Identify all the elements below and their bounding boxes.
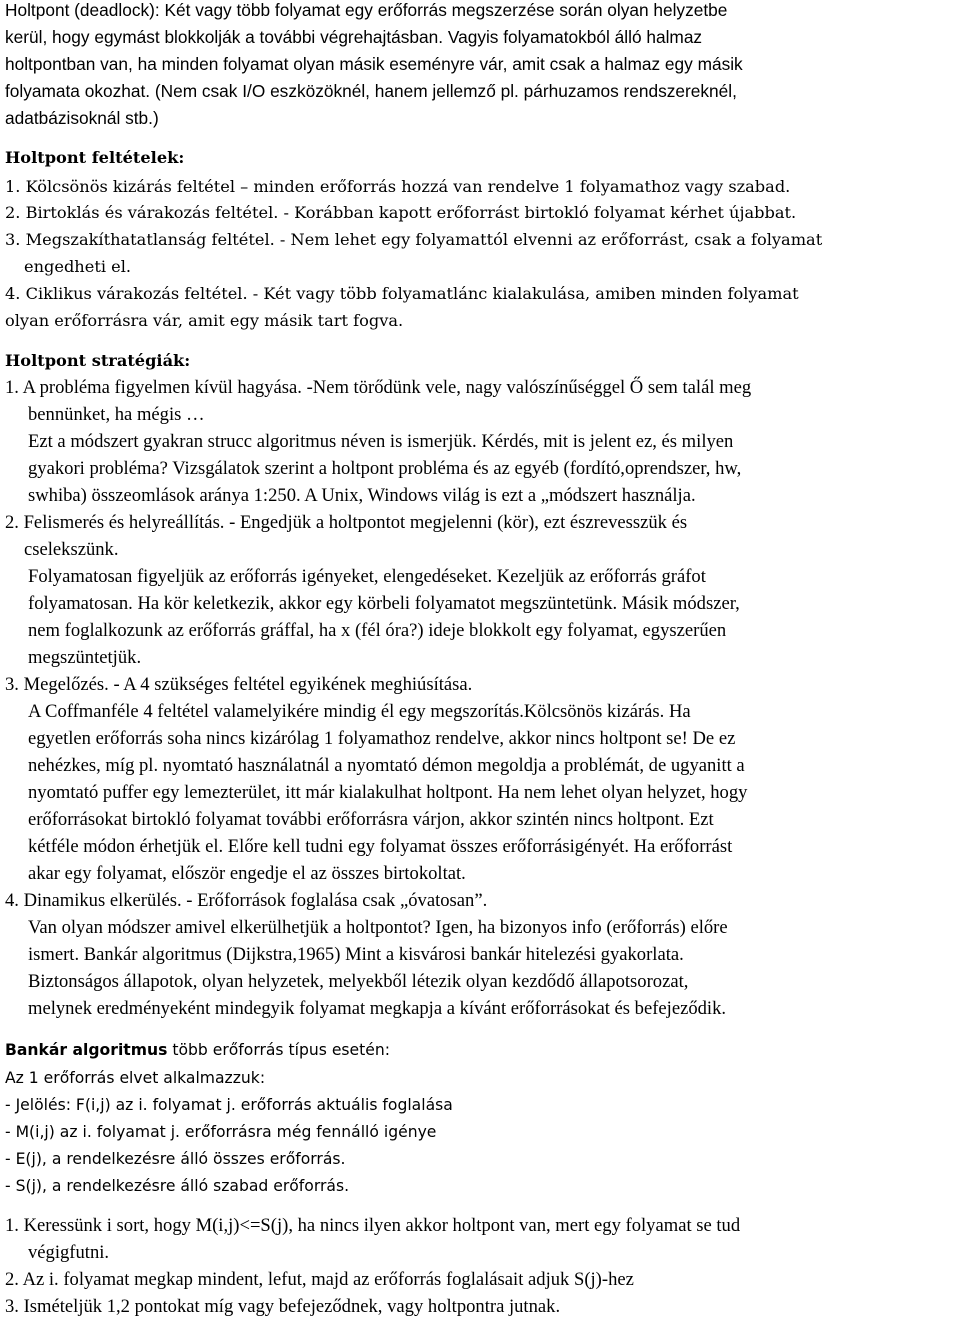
strategy-text: - Erőforrások foglalása csak „óvatosan”. <box>181 890 488 911</box>
condition-item <box>5 203 796 223</box>
banker-step: 3. Ismételjük 1,2 pontokat míg vagy befejeződnek, vagy holtpontra jutnak. <box>5 1296 561 1317</box>
strategy-line: ismert. Bankár algoritmus (Dijkstra,1965) Mint a kisvárosi bankár hitelezési gyakorlata. <box>28 944 684 965</box>
banker-step: 2. Az i. folyamat megkap mindent, lefut, majd az erőforrás foglalásait adjuk S(j)-hez <box>5 1269 634 1290</box>
strategy-line: egyetlen erőforrás soha nincs kizárólag 1 folyamathoz rendelve, akkor nincs holtpont se! De ez <box>28 728 736 749</box>
condition-text: 1. Kölcsönös kizárás feltétel – minden erőforrás hozzá van rendelve 1 folyamathoz vagy szabad. <box>5 177 791 196</box>
banker-step: 1. Keressünk i sort, hogy M(i,j)<=S(j), ha nincs ilyen akkor holtpont van, mert egy folyamat se tud <box>5 1215 741 1236</box>
strategy-line: nyomtató puffer egy lemezterület, itt már kialakulhat holtpont. Ha nem lehet olyan helyzet, hogy <box>28 782 748 803</box>
strategy-line: Van olyan módszer amivel elkerülhetjük a holtpontot? Igen, ha bizonyos info (erőforrás) előre <box>28 917 728 938</box>
strategy-line: kétféle módon érhetjük el. Előre kell tudni egy folyamat összes erőforrásigényét. Ha erőforrást <box>28 836 733 857</box>
strategy-line <box>5 675 472 695</box>
strategy-line: megszüntetjük. <box>28 647 142 668</box>
strategy-line: bennünket, ha mégis … <box>28 404 205 425</box>
strategy-line: erőforrásokat birtokló folyamat további erőforrásra várjon, akkor szintén nincs holtpont. Ezt <box>28 809 714 830</box>
strategy-text: - Engedjük a holtpontot megjelenni (kör), ezt észrevesszük és <box>224 512 688 533</box>
banker-heading <box>5 1040 390 1060</box>
banker-line: Az 1 erőforrás elvet alkalmazzuk: <box>5 1069 266 1087</box>
strategy-line: melynek eredményeként mindegyik folyamat megkapja a kívánt erőforrásokat és befejeződik. <box>28 998 727 1019</box>
strategy-line <box>5 378 751 398</box>
condition-item <box>24 257 131 277</box>
strategy-text: - A 4 szükséges feltétel egyikének meghiúsítása. <box>108 674 473 695</box>
condition-item <box>5 177 790 197</box>
strategy-line: nem foglalkozunk az erőforrás gráffal, ha x (fél óra?) ideje blokkolt egy folyamat, egyszerűen <box>28 620 727 641</box>
intro-line: kerül, hogy egymást blokkolják a további végrehajtásban. Vagyis folyamatokból álló halmaz <box>5 27 703 47</box>
condition-title: 4. Ciklikus várakozás feltétel. <box>5 284 248 303</box>
strategy-line: Biztonságos állapotok, olyan helyzetek, melyekből létezik olyan kezdődő állapotsorozat, <box>28 971 689 992</box>
strategy-title: 2. Felismerés és helyreállítás. <box>5 512 225 533</box>
strategies-heading: Holtpont stratégiák: <box>5 351 191 370</box>
banker-line: - S(j), a rendelkezésre álló szabad erőforrás. <box>5 1177 350 1195</box>
strategy-line: akar egy folyamat, először engedje el az összes birtokoltat. <box>28 863 466 884</box>
condition-text: olyan erőforrásra vár, amit egy másik tart fogva. <box>5 311 404 330</box>
condition-item <box>5 284 799 304</box>
condition-text: engedheti el. <box>24 257 132 276</box>
banker-step: végigfutni. <box>28 1242 110 1263</box>
condition-title: 3. Megszakíthatatlanság feltétel. <box>5 230 275 249</box>
condition-text: - Nem lehet egy folyamattól elvenni az erőforrást, csak a folyamat <box>274 230 823 249</box>
strategy-line: Ezt a módszert gyakran strucc algoritmus néven is ismerjük. Kérdés, mit is jelent ez, és milyen <box>28 431 734 452</box>
condition-item <box>5 230 822 250</box>
strategy-title: 3. Megelőzés. <box>5 674 109 695</box>
strategy-line <box>5 513 687 533</box>
strategy-line: swhiba) összeomlások aránya 1:250. A Unix, Windows világ is ezt a „módszert használja. <box>28 485 696 506</box>
banker-line: - Jelölés: F(i,j) az i. folyamat j. erőforrás aktuális foglalása <box>5 1096 453 1114</box>
condition-text: - Két vagy több folyamatlánc kialakulása, amiben minden folyamat <box>247 284 799 303</box>
strategy-title: 1. A probléma figyelmen kívül hagyása. <box>5 377 302 398</box>
strategy-line: gyakori probléma? Vizsgálatok szerint a holtpont probléma és az egyéb (fordító,oprendszer, hw, <box>28 458 742 479</box>
strategy-line: A Coffmanféle 4 feltétel valamelyikére mindig él egy megszorítás.Kölcsönös kizárás. Ha <box>28 701 691 722</box>
banker-line: - E(j), a rendelkezésre álló összes erőforrás. <box>5 1150 346 1168</box>
banker-heading-rest: több erőforrás típus esetén: <box>167 1041 390 1059</box>
intro-line: holtpontban van, ha minden folyamat olyan másik eseményre vár, amit csak a halmaz egy másik <box>5 54 743 74</box>
intro-line: folyamata okozhat. (Nem csak I/O eszközöknél, hanem jellemző pl. párhuzamos rendszereknél, <box>5 81 737 101</box>
strategy-line: folyamatosan. Ha kör keletkezik, akkor egy körbeli folyamatot megszüntetünk. Másik módszer, <box>28 593 740 614</box>
banker-heading-bold: Bankár algoritmus <box>5 1041 168 1059</box>
conditions-heading: Holtpont feltételek: <box>5 148 185 167</box>
strategy-text: -Nem törődünk vele, nagy valószínűséggel Ő sem talál meg <box>301 377 752 398</box>
banker-line: - M(i,j) az i. folyamat j. erőforrásra még fennálló igénye <box>5 1123 437 1141</box>
strategy-line: Folyamatosan figyeljük az erőforrás igényeket, elengedéseket. Kezeljük az erőforrás gráfot <box>28 566 706 587</box>
intro-line: Holtpont (deadlock): Két vagy több folyamat egy erőforrás megszerzése során olyan helyzetbe <box>5 0 728 20</box>
strategy-line: nehézkes, míg pl. nyomtató használatnál a nyomtató démon megoldja a problémát, de ugyanitt a <box>28 755 745 776</box>
strategy-line: cselekszünk. <box>24 539 119 560</box>
intro-line: adatbázisoknál stb.) <box>5 108 159 128</box>
strategy-line <box>5 891 487 911</box>
condition-text: - Korábban kapott erőforrást birtokló folyamat kérhet újabbat. <box>278 203 797 222</box>
condition-item <box>5 311 403 331</box>
condition-title: 2. Birtoklás és várakozás feltétel. <box>5 203 279 222</box>
strategy-title: 4. Dinamikus elkerülés. <box>5 890 182 911</box>
